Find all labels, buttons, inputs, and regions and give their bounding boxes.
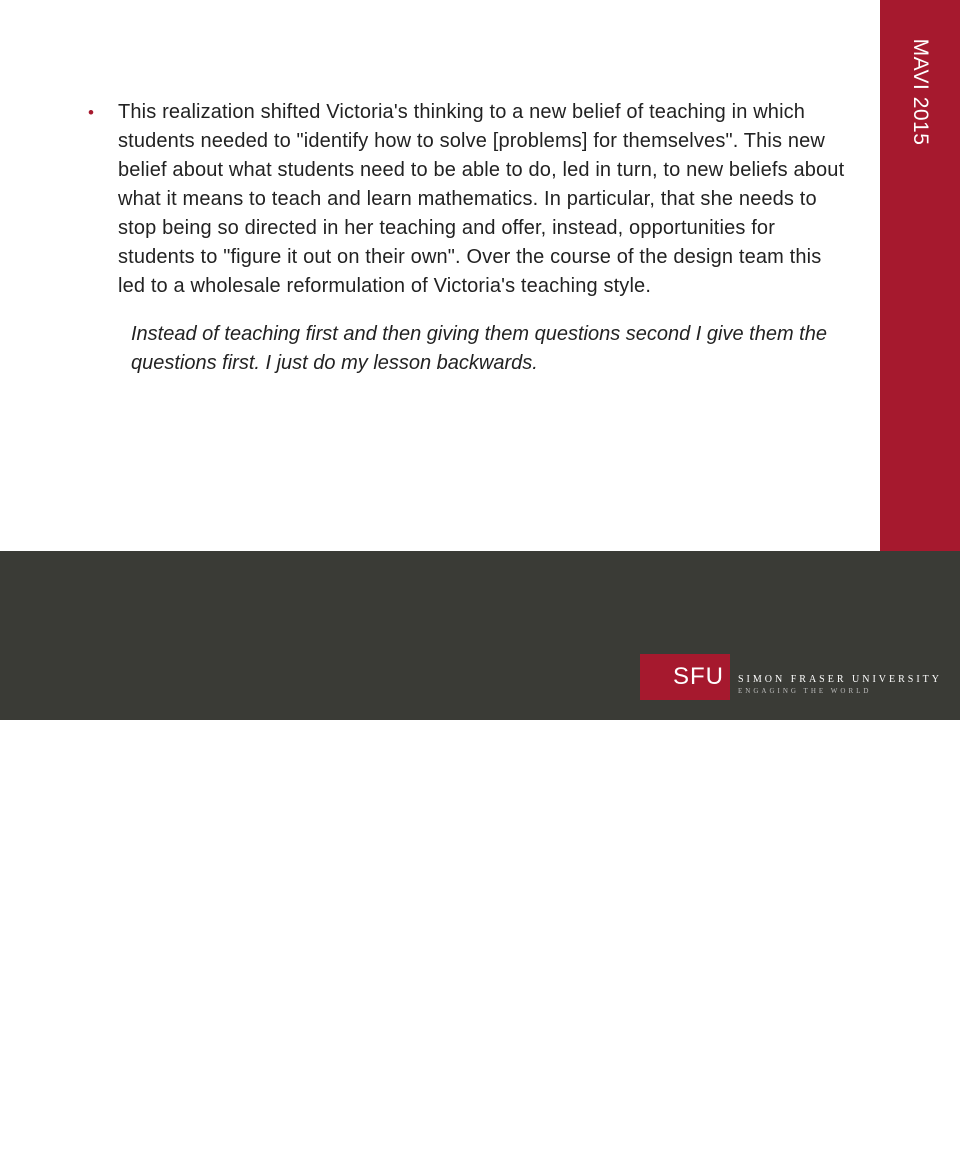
conference-label: MAVI 2015 (909, 38, 932, 146)
bullet-text: This realization shifted Victoria's thinking to a new belief of teaching in which students needed to "identify how to solve [problems] for themselves". This new belief about what students need to be able to do, led in turn, to new beliefs about what it means to teach and learn mathematics. In particular, that she needs to stop being so directed in her teaching and offer, instead, opportunities for students to "figure it out on their own". Over the course of the design team this led to a wholesale reformulation of Victoria's teaching style. (118, 101, 845, 297)
quote-text: Instead of teaching first and then giving them questions second I give them the questions first. I just do my lesson backwards. (131, 323, 827, 374)
bullet-item (88, 98, 848, 301)
slide-body (88, 98, 848, 378)
logo-abbrev: SFU (640, 654, 730, 700)
bullet-icon: • (88, 103, 94, 122)
logo-name: SIMON FRASER UNIVERSITY (738, 674, 943, 685)
slide-title: The Case of Victoria (83, 1120, 481, 1169)
logo-tagline: ENGAGING THE WORLD (738, 687, 872, 695)
university-logo (640, 654, 943, 700)
